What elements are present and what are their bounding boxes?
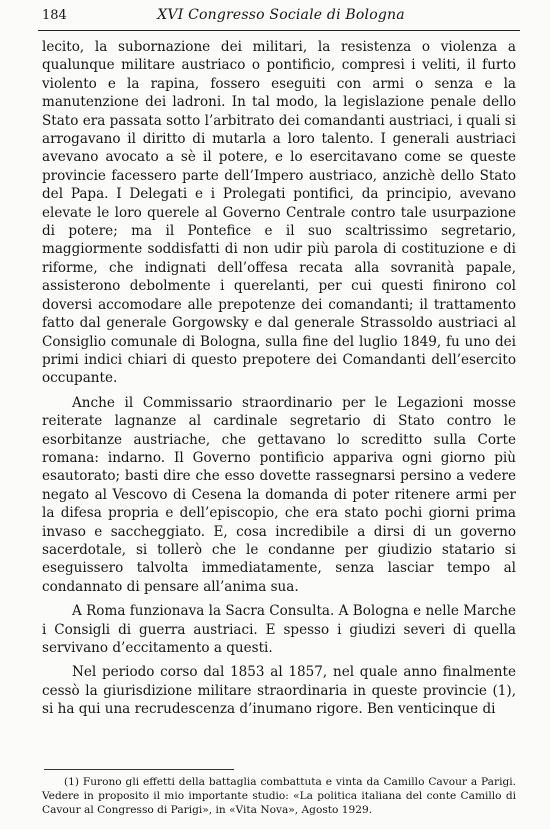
paragraph: lecito, la subornazione dei militari, la resistenza o violenza a qualunque militare austriaco o pontificio, compresi i veliti, il furto violento e la rapina, fossero eseguiti con armi o senza e la manutenzione dei ladroni. In tal modo, la legislazione penale dello Stato era passata sotto l’arbitrato dei comandanti austriaci, i quali si arrogavano il diritto di mutarla a loro talento. I generali austriaci avevano avocato a sè il potere, e lo esercitavano come se queste provincie facessero parte dell’Impero austriaco, anzichè dello Stato del Papa. I Delegati e i Prolegati pontifici, da principio, avevano elevate le loro querele al Governo Centrale contro tale usurpazione di potere; ma il Pontefice e il suo scaltrissimo segretario, maggiormente soddisfatti di non udir più parola di costituzione e di riforme, che indignati dell’offesa recata alla sovranità papale, assisterono debolmente i querelanti, per cui questi finirono col doversi accomodare alle prepotenze dei comandanti; il trattamento fatto dal generale Gorgowsky e dal generale Strassoldo austriaci al Consiglio comunale di Bologna, sulla fine del luglio 1849, fu uno dei primi indici chiari di questo prepotere dei Comandanti dell’esercito occupante.	[42, 39, 516, 387]
paragraph: Nel periodo corso dal 1853 al 1857, nel quale anno finalmente cessò la giurisdizione militare straordinaria in queste provincie (1), si ha qui una recrudescenza d’inumano rigore. Ben venticinque di	[42, 664, 516, 718]
body-text	[42, 38, 516, 725]
page-header	[42, 6, 520, 26]
page-number: 184	[42, 8, 67, 23]
footnote: (1) Furono gli effetti della battaglia combattuta e vinta da Camillo Cavour a Parigi. Vedere in proposito il mio importante studio: «La politica italiana del conte Camillo di Cavour al Congresso di Parigi», in «Vita Nova», Agosto 1929.	[42, 776, 516, 816]
paragraph: A Roma funzionava la Sacra Consulta. A Bologna e nelle Marche i Consigli di guerra austriaci. E spesso i giudizi severi di quella servivano d’eccitamento a questi.	[42, 603, 516, 656]
paragraph: Anche il Commissario straordinario per le Legazioni mosse reiterate lagnanze al cardinale segretario di Stato contro le esorbitanze austriache, che gettavano lo screditto sulla Corte romana: indarno. Il Governo pontificio appariva ogni giorno più esautorato; basti dire che esso dovette rassegnarsi persino a vedere negato al Vescovo di Cesena la domanda di poter ritenere armi per la difesa propria e dell’episcopio, che era stato pochi giorni prima invaso e saccheggiato. E, cosa incredibile a dirsi di un governo sacerdotale, si tollerò che le condanne per giudizio statario si eseguissero talvolta immediatamente, senza lasciar tempo al condannato di pensare all’anima sua.	[42, 394, 516, 595]
footnote-rule	[44, 769, 234, 770]
running-title: XVI Congresso Sociale di Bologna	[157, 7, 405, 23]
header-rule	[38, 30, 520, 31]
